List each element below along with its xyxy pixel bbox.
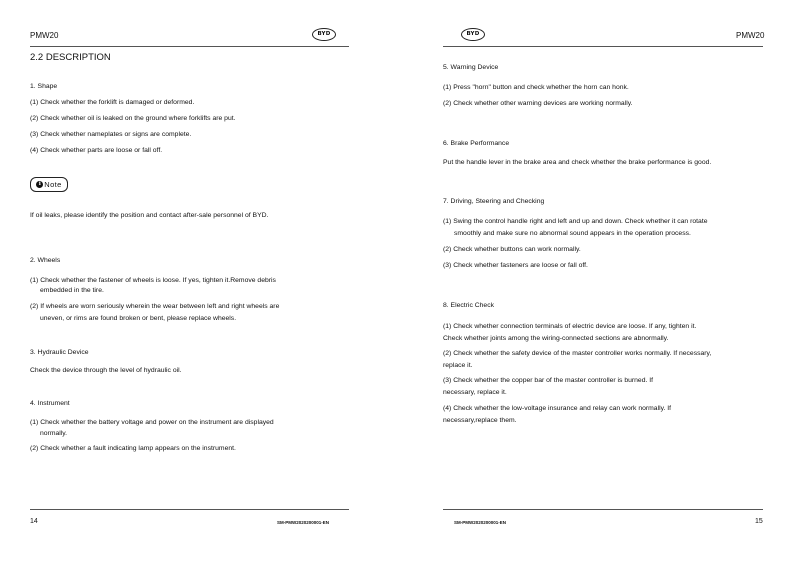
brake-heading: 6. Brake Performance [443, 140, 510, 147]
instrument-item-1-line-2: normally. [40, 430, 68, 437]
wheels-heading: 2. Wheels [30, 257, 61, 264]
note-text: If oil leaks, please identify the position and contact after-sale personnel of BYD. [30, 212, 269, 219]
info-icon: i [36, 181, 43, 188]
header-model: PMW20 [736, 31, 765, 40]
warning-heading: 5. Warning Device [443, 64, 499, 71]
warning-item-2: (2) Check whether other warning devices are working normally. [443, 100, 633, 107]
wheels-item-2-line-2: uneven, or rims are found broken or bent, please replace wheels. [40, 315, 237, 322]
driving-heading: 7. Driving, Steering and Checking [443, 198, 545, 205]
left-page [0, 0, 396, 561]
driving-item-1-line-2: smoothly and make sure no abnormal sound appears in the operation process. [454, 230, 691, 237]
electric-item-3-line-2: necessary, replace it. [443, 389, 507, 396]
instrument-item-1-line-1: (1) Check whether the battery voltage and power on the instrument are displayed [30, 419, 274, 426]
electric-item-4-line-1: (4) Check whether the low-voltage insurance and relay can work normally. If [443, 405, 672, 412]
driving-item-1-line-1: (1) Swing the control handle right and left and up and down. Check whether it can rotate [443, 218, 708, 225]
instrument-heading: 4. Instrument [30, 400, 70, 407]
brake-text: Put the handle lever in the brake area and check whether the brake performance is good. [443, 159, 712, 166]
electric-item-1-line-2: Check whether joints among the wiring-connected sections are abnormally. [443, 335, 669, 342]
driving-item-2: (2) Check whether buttons can work normally. [443, 246, 581, 253]
byd-logo-icon: BYD [312, 28, 336, 41]
electric-heading: 8. Electric Check [443, 302, 494, 309]
note-label: Note [44, 180, 62, 189]
hydraulic-heading: 3. Hydraulic Device [30, 349, 89, 356]
header-model: PMW20 [30, 31, 59, 40]
electric-item-3-line-1: (3) Check whether the copper bar of the master controller is burned. If [443, 377, 654, 384]
electric-item-2-line-1: (2) Check whether the safety device of the master controller works normally. If necessary, [443, 350, 712, 357]
instrument-item-2: (2) Check whether a fault indicating lamp appears on the instrument. [30, 445, 236, 452]
shape-item-1: (1) Check whether the forklift is damaged or deformed. [30, 99, 195, 106]
shape-item-4: (4) Check whether parts are loose or fall off. [30, 147, 163, 154]
doc-code: SM-PMW2020200001-EN [454, 520, 507, 525]
footer-rule [30, 509, 349, 510]
shape-item-2: (2) Check whether oil is leaked on the ground where forklifts are put. [30, 115, 236, 122]
shape-item-3: (3) Check whether nameplates or signs are complete. [30, 131, 192, 138]
electric-item-4-line-2: necessary,replace them. [443, 417, 517, 424]
hydraulic-text: Check the device through the level of hydraulic oil. [30, 367, 182, 374]
section-title: 2.2 DESCRIPTION [30, 52, 111, 63]
electric-item-1-line-1: (1) Check whether connection terminals of electric device are loose. If any, tighten it. [443, 323, 697, 330]
page-number: 14 [30, 518, 38, 525]
header-rule [30, 46, 349, 47]
note-badge [30, 177, 68, 192]
wheels-item-2-line-1: (2) If wheels are worn seriously wherein the wear between left and right wheels are [30, 303, 280, 310]
shape-heading: 1. Shape [30, 83, 58, 90]
wheels-item-1-line-1: (1) Check whether the fastener of wheels is loose. If yes, tighten it.Remove debris [30, 277, 276, 284]
warning-item-1: (1) Press "horn" button and check whether the horn can honk. [443, 84, 629, 91]
byd-logo-icon: BYD [461, 28, 485, 41]
footer-rule [443, 509, 763, 510]
header-rule [443, 46, 763, 47]
right-page [397, 0, 793, 561]
doc-code: SM-PMW2020200001-EN [277, 520, 330, 525]
wheels-item-1-line-2: embedded in the tire. [40, 287, 104, 294]
driving-item-3: (3) Check whether fasteners are loose or fall off. [443, 262, 588, 269]
electric-item-2-line-2: replace it. [443, 362, 473, 369]
page-number: 15 [755, 518, 763, 525]
